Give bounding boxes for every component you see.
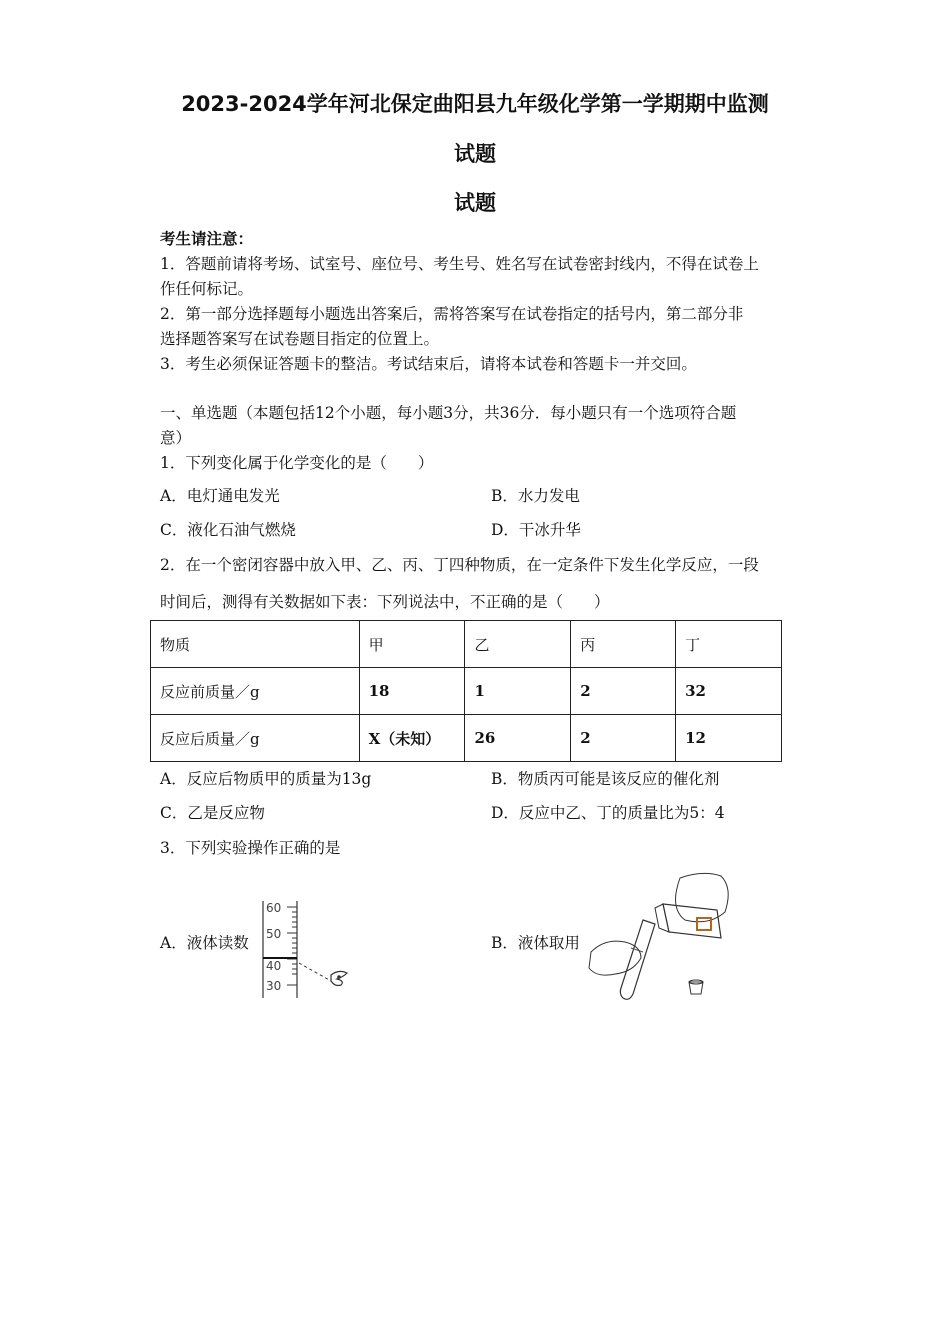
q1-option-c: C．液化石油气燃烧	[160, 521, 296, 539]
notice-item-1b: 作任何标记。	[160, 280, 254, 298]
q2-option-b: B．物质丙可能是该反应的催化剂	[491, 770, 720, 788]
table-cell: 2	[571, 715, 676, 762]
section-heading-b: 意）	[160, 429, 192, 447]
table-header-cell: 乙	[465, 621, 571, 668]
q2-stem-a: 2．在一个密闭容器中放入甲、乙、丙、丁四种物质，在一定条件下发生化学反应，一段	[160, 556, 759, 574]
table-cell: 32	[676, 668, 782, 715]
q2-stem-b: 时间后，测得有关数据如下表：下列说法中，不正确的是（ ）	[160, 593, 610, 611]
q1-option-a: A．电灯通电发光	[160, 487, 280, 505]
table-cell: 反应前质量／g	[151, 668, 360, 715]
notice-heading: 考生请注意：	[160, 229, 254, 248]
q2-option-c: C．乙是反应物	[160, 804, 265, 822]
q3-option-a: A．液体读数	[160, 934, 249, 952]
table-cell: 反应后质量／g	[151, 715, 360, 762]
notice-item-3: 3．考生必须保证答题卡的整洁。考试结束后，请将本试卷和答题卡一并交回。	[160, 355, 697, 373]
table-cell: 1	[465, 668, 571, 715]
q2-option-a: A．反应后物质甲的质量为13g	[160, 770, 372, 788]
table-row	[151, 668, 782, 715]
q1-option-d: D．干冰升华	[491, 521, 581, 539]
notice-item-1a: 1．答题前请将考场、试室号、座位号、考生号、姓名写在试卷密封线内，不得在试卷上	[160, 255, 759, 273]
table-header-cell: 甲	[359, 621, 465, 668]
table-header-cell: 丁	[676, 621, 782, 668]
q3-option-b: B．液体取用	[491, 934, 580, 952]
q2-option-d: D．反应中乙、丁的质量比为5：4	[491, 804, 725, 822]
table-cell: 18	[359, 668, 465, 715]
table-header-cell: 物质	[151, 621, 360, 668]
q2-data-table	[150, 620, 782, 762]
table-row	[151, 715, 782, 762]
exam-title-line1: 2023-2024学年河北保定曲阳县九年级化学第一学期期中监测	[181, 92, 769, 116]
exam-title-line2: 试题	[454, 142, 496, 166]
table-cell: 26	[465, 715, 571, 762]
tick-label: 50	[266, 927, 282, 941]
graduated-cylinder-figure	[255, 895, 355, 1000]
tick-label: 60	[266, 901, 282, 915]
tick-label: 30	[266, 979, 282, 993]
q3-stem: 3．下列实验操作正确的是	[160, 839, 341, 857]
q1-option-b: B．水力发电	[491, 487, 580, 505]
q1-stem: 1．下列变化属于化学变化的是（ ）	[160, 454, 434, 472]
exam-title-line3: 试题	[454, 191, 496, 215]
notice-item-2b: 选择题答案写在试卷题目指定的位置上。	[160, 330, 440, 348]
table-row	[151, 621, 782, 668]
section-heading-a: 一、单选题（本题包括12个小题，每小题3分，共36分．每小题只有一个选项符合题	[160, 404, 737, 422]
table-cell: 12	[676, 715, 782, 762]
table-cell: 2	[571, 668, 676, 715]
liquid-pouring-figure	[585, 868, 740, 1008]
table-cell: X（未知）	[359, 715, 465, 762]
table-header-cell: 丙	[571, 621, 676, 668]
tick-label: 40	[266, 959, 282, 973]
notice-item-2a: 2．第一部分选择题每小题选出答案后，需将答案写在试卷指定的括号内，第二部分非	[160, 305, 744, 323]
